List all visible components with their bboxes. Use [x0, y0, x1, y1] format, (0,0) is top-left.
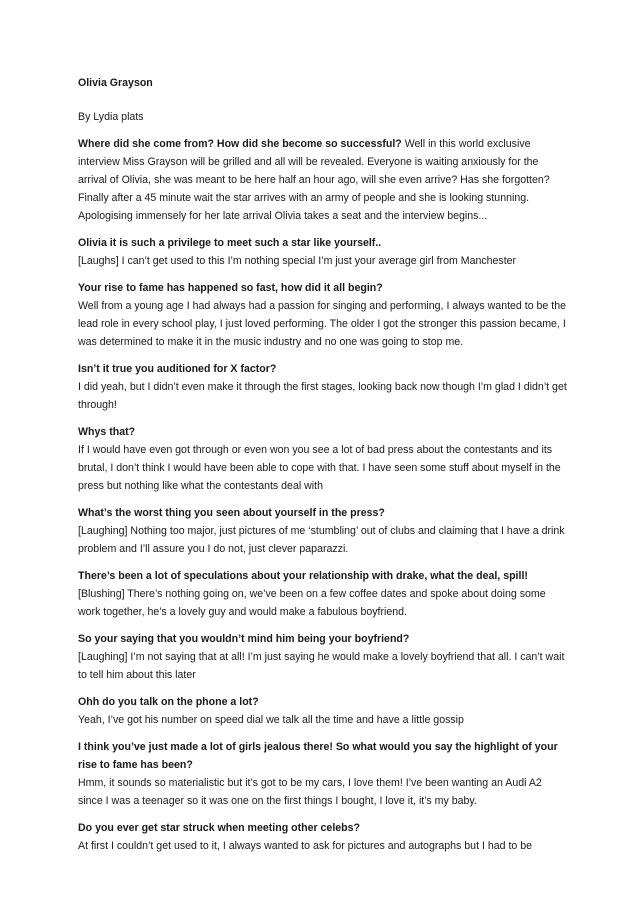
interview-question: I think you’ve just made a lot of girls jealous there! So what would you say the highlight of your rise to fame has been? [78, 741, 558, 771]
qa-item-7 [78, 630, 568, 684]
interview-question: Do you ever get star struck when meeting other celebs? [78, 822, 360, 834]
article-body [78, 74, 568, 864]
article-intro [78, 135, 568, 225]
interview-answer: If I would have even got through or even won you see a lot of bad press about the contestants and its brutal, I don’t think I would have been able to cope with that. I have seen some stuff about myself in the press but nothing like what the contestants deal with [78, 444, 561, 492]
qa-item-10 [78, 819, 568, 855]
interview-answer: [Laughing] I’m not saying that at all! I’m just saying he would make a lovely boyfriend that all. I can’t wait to tell him about this later [78, 651, 565, 681]
interview-question: Isn’t it true you auditioned for X factor? [78, 363, 277, 375]
interview-question: Olivia it is such a privilege to meet such a star like yourself.. [78, 237, 382, 249]
article-byline: By Lydia plats [78, 111, 144, 123]
interview-answer: [Laughing] Nothing too major, just pictures of me ‘stumbling’ out of clubs and claiming that I have a drink problem and I’ll assure you I do not, just clever paparazzi. [78, 525, 565, 555]
qa-item-1 [78, 234, 568, 270]
interview-question: So your saying that you wouldn’t mind him being your boyfriend? [78, 633, 410, 645]
qa-item-5 [78, 504, 568, 558]
interview-question: What’s the worst thing you seen about yourself in the press? [78, 507, 385, 519]
interview-answer: [Laughs] I can’t get used to this I’m nothing special I’m just your average girl from Manchester [78, 255, 517, 267]
interview-question: There’s been a lot of speculations about your relationship with drake, what the deal, spill! [78, 570, 528, 582]
interview-answer: Hmm, it sounds so materialistic but it’s got to be my cars, I love them! I’ve been wanting an Audi A2 since I was a teenager so it was one on the first things I bought, I love it, it’s my baby. [78, 777, 542, 807]
interview-answer: At first I couldn’t get used to it, I always wanted to ask for pictures and autographs but I had to be [78, 840, 533, 852]
interview-answer: Yeah, I’ve got his number on speed dial we talk all the time and have a little gossip [78, 714, 464, 726]
intro-lead-questions: Where did she come from? How did she become so successful? [78, 138, 402, 150]
interview-question: Ohh do you talk on the phone a lot? [78, 696, 259, 708]
intro-text: Well in this world exclusive interview Miss Grayson will be grilled and all will be revealed. Everyone is waiting anxiously for the arrival of Olivia, she was meant to be here half an hour ago, will she even arrive? Has she forgotten? Finally after a 45 minute wait the star arrives with an army of people and she is looking stunning. Apologising immensely for her late arrival Olivia takes a seat and the interview begins... [78, 138, 550, 222]
interview-question: Your rise to fame has happened so fast, how did it all begin? [78, 282, 383, 294]
qa-item-8 [78, 693, 568, 729]
article-title: Olivia Grayson [78, 77, 153, 89]
qa-item-3 [78, 360, 568, 414]
qa-item-6 [78, 567, 568, 621]
qa-item-2 [78, 279, 568, 351]
interview-answer: Well from a young age I had always had a passion for singing and performing, I always wanted to be the lead role in every school play, I just loved performing. The older I got the stronger this passion became, I was determined to make it in the music industry and no one was going to stop me. [78, 300, 566, 348]
interview-answer: [Blushing] There’s nothing going on, we’ve been on a few coffee dates and spoke about doing some work together, he’s a lovely guy and would make a fabulous boyfriend. [78, 588, 546, 618]
qa-item-9 [78, 738, 568, 810]
interview-answer: I did yeah, but I didn’t even make it through the first stages, looking back now though I’m glad I didn’t get through! [78, 381, 567, 411]
interview-question: Whys that? [78, 426, 136, 438]
qa-item-4 [78, 423, 568, 495]
